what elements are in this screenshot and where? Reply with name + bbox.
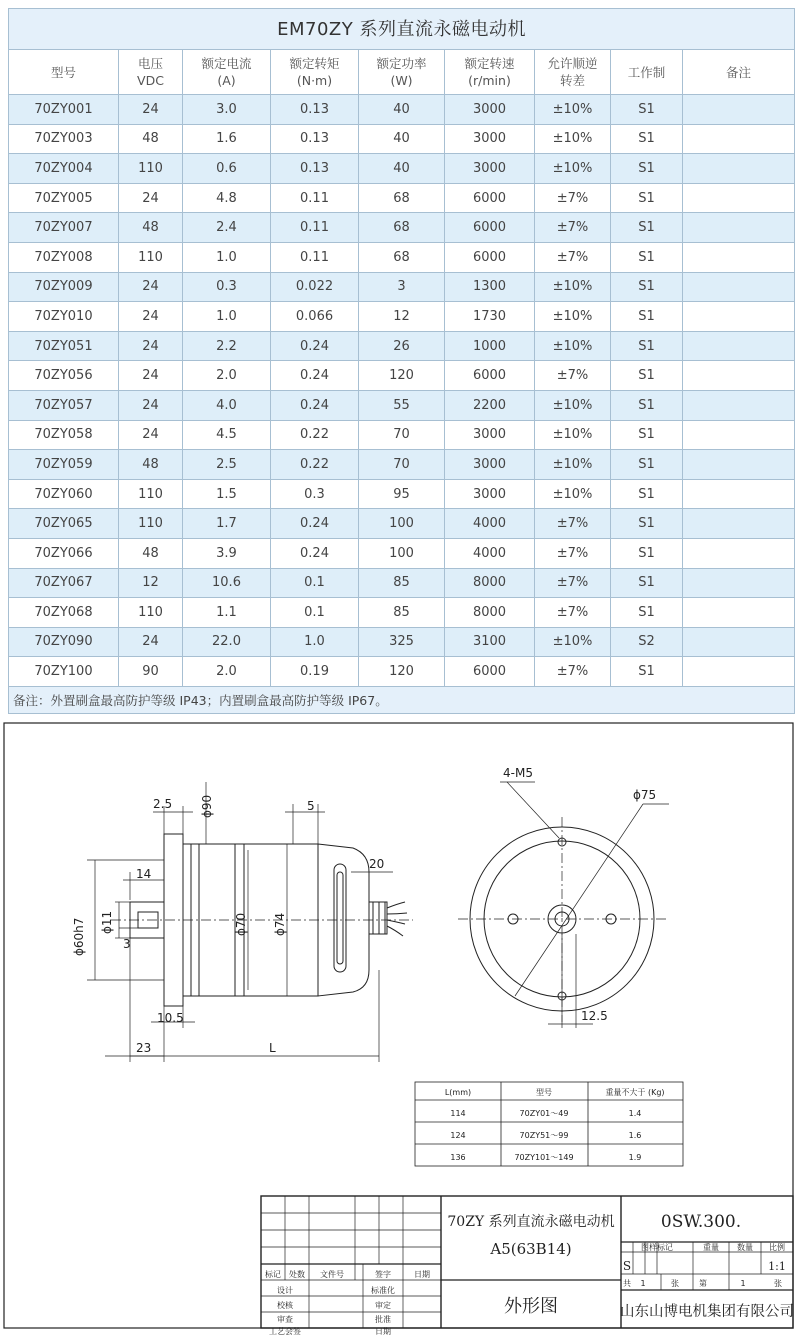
table-cell: 24 [119,420,183,450]
tb-view: 外形图 [504,1296,558,1317]
weight-cell: 70ZY51～99 [519,1131,569,1140]
table-cell: 2200 [445,390,535,420]
table-cell [683,242,795,272]
table-cell: 8000 [445,598,535,628]
table-body [9,95,795,687]
column-header [445,50,535,95]
table-cell: 3 [359,272,445,302]
table-row [9,302,795,332]
dim-5: 5 [307,799,315,813]
tb-product: 70ZY 系列直流永磁电动机 [447,1214,615,1230]
column-header-line: 额定转矩 [289,56,340,71]
drawing-frame [4,723,793,1328]
weight-cell: 124 [450,1131,466,1140]
tb-sheet: 共 [623,1279,631,1288]
dim-60h7: ϕ60h7 [72,917,86,956]
table-cell: 0.11 [271,213,359,243]
table-cell: S1 [611,509,683,539]
dim-90: ϕ90 [200,794,214,818]
table-cell: 70ZY090 [9,627,119,657]
table-cell: 70 [359,420,445,450]
table-row [9,361,795,391]
table-cell: 110 [119,479,183,509]
table-cell: 48 [119,450,183,480]
table-cell: 22.0 [183,627,271,657]
table-cell: 24 [119,361,183,391]
table-cell: ±10% [535,272,611,302]
weight-cell: 70ZY101～149 [514,1153,574,1162]
table-cell: 3000 [445,154,535,184]
dim-75: ϕ75 [633,788,657,802]
table-cell: 70ZY067 [9,568,119,598]
column-header-line: 允许顺逆 [547,56,598,71]
dim-L: L [269,1041,276,1055]
tb-stage: S [622,1259,632,1273]
dim-3: 3 [123,937,131,951]
column-header-line: 电压 [137,56,163,71]
table-cell: 2.5 [183,450,271,480]
table-cell [683,450,795,480]
table-cell: 40 [359,124,445,154]
table-cell: 70ZY065 [9,509,119,539]
table-cell: S1 [611,390,683,420]
table-cell [683,509,795,539]
table-cell [683,361,795,391]
column-header [183,50,271,95]
table-cell: 325 [359,627,445,657]
table-title: EM70ZY 系列直流永磁电动机 [9,9,795,50]
table-cell: 48 [119,538,183,568]
column-header-line: 转差 [559,73,585,88]
table-cell: 120 [359,657,445,687]
table-cell: 85 [359,568,445,598]
column-header-line: 备注 [726,64,752,80]
table-cell: 0.022 [271,272,359,302]
table-cell: 1.0 [183,242,271,272]
tb-label: 标记 [265,1270,281,1279]
table-cell: 3000 [445,95,535,125]
table-cell: 0.3 [271,479,359,509]
table-cell: 110 [119,242,183,272]
table-cell: 0.6 [183,154,271,184]
table-cell: 70ZY058 [9,420,119,450]
tb-label: 批准 [375,1315,391,1324]
table-cell: S1 [611,568,683,598]
tb-label: 标准化 [371,1286,395,1295]
column-header [683,50,795,95]
table-cell: 2.4 [183,213,271,243]
table-cell: 70ZY008 [9,242,119,272]
tb-stage-header: 图样标记 [641,1243,673,1252]
table-cell: 1000 [445,331,535,361]
table-cell: 10.6 [183,568,271,598]
table-cell: 0.11 [271,242,359,272]
table-cell [683,627,795,657]
table-cell: S1 [611,95,683,125]
column-header-line: (A) [217,73,236,88]
table-cell: 3000 [445,479,535,509]
table-row [9,568,795,598]
table-cell: 3.0 [183,95,271,125]
table-cell: 1.7 [183,509,271,539]
column-header-line: (W) [390,73,413,88]
table-header-row [9,50,795,95]
table-cell: ±7% [535,242,611,272]
table-cell: 70ZY003 [9,124,119,154]
table-cell [683,657,795,687]
dim-4-m5: 4-M5 [503,766,533,780]
column-header [535,50,611,95]
table-cell: 26 [359,331,445,361]
table-cell: 6000 [445,183,535,213]
tb-label: 日期 [414,1270,430,1279]
table-cell: 4.5 [183,420,271,450]
table-cell: 8000 [445,568,535,598]
tb-sheet: 第 [699,1279,707,1288]
table-cell: ±10% [535,390,611,420]
table-cell: S1 [611,213,683,243]
table-cell [683,598,795,628]
table-cell: 1730 [445,302,535,332]
weight-cell: 1.4 [628,1109,642,1118]
table-cell: 6000 [445,242,535,272]
table-cell: 6000 [445,213,535,243]
table-cell: ±10% [535,302,611,332]
table-cell: 110 [119,598,183,628]
end-view [458,782,669,1028]
column-header-line: 工作制 [627,64,666,80]
table-note: 备注：外置刷盒最高防护等级 IP43；内置刷盒最高防护等级 IP67。 [9,686,795,713]
table-cell: 0.1 [271,568,359,598]
dim-14: 14 [136,867,152,881]
table-cell: S1 [611,302,683,332]
table-cell: 48 [119,124,183,154]
table-cell: 4.0 [183,390,271,420]
table-cell: ±10% [535,95,611,125]
tb-label: 文件号 [320,1270,344,1279]
tb-sheet: 张 [671,1279,679,1288]
table-cell: 4.8 [183,183,271,213]
table-cell: S1 [611,154,683,184]
table-cell: 0.13 [271,95,359,125]
table-cell: 0.3 [183,272,271,302]
table-cell [683,538,795,568]
table-cell: 3000 [445,420,535,450]
column-header [119,50,183,95]
table-cell: S1 [611,183,683,213]
table-cell: S1 [611,538,683,568]
table-cell: 40 [359,95,445,125]
table-cell: S1 [611,242,683,272]
table-cell [683,124,795,154]
table-row [9,124,795,154]
table-cell: 68 [359,183,445,213]
tb-scale-header: 比例 [769,1243,785,1252]
table-cell: 70ZY059 [9,450,119,480]
table-cell [683,390,795,420]
outline-drawing [3,722,795,1335]
tb-weight-header: 重量 [703,1243,719,1252]
dim-11: ϕ11 [100,910,114,934]
weight-cell: 70ZY01～49 [519,1109,569,1118]
table-cell: 70ZY056 [9,361,119,391]
tb-scale: 1:1 [768,1260,786,1273]
table-cell: 110 [119,509,183,539]
table-cell: 1.0 [271,627,359,657]
table-cell: 70ZY051 [9,331,119,361]
table-cell: ±7% [535,213,611,243]
tb-sheet: 1 [740,1279,746,1288]
dim-10-5: 10.5 [157,1011,184,1025]
dim-70: ϕ70 [234,912,248,936]
table-row [9,479,795,509]
table-cell: 24 [119,302,183,332]
table-cell [683,479,795,509]
table-cell: 70ZY001 [9,95,119,125]
table-cell: 70ZY005 [9,183,119,213]
table-cell: 70ZY068 [9,598,119,628]
table-cell: 3100 [445,627,535,657]
table-cell: ±7% [535,538,611,568]
tb-label: 日期 [375,1327,391,1335]
table-cell: 68 [359,242,445,272]
table-cell: 70 [359,450,445,480]
column-header [611,50,683,95]
tb-qty-header: 数量 [737,1243,753,1252]
table-cell [683,95,795,125]
weight-cell: 114 [450,1109,466,1118]
table-row [9,657,795,687]
spec-table [8,8,795,714]
table-cell: S1 [611,657,683,687]
table-cell: S1 [611,272,683,302]
table-cell: ±10% [535,420,611,450]
table-cell: 0.24 [271,390,359,420]
table-cell: 1300 [445,272,535,302]
table-cell: S1 [611,420,683,450]
table-cell: 3000 [445,124,535,154]
table-cell [683,331,795,361]
column-header-line: (N·m) [296,73,333,88]
table-cell: S1 [611,479,683,509]
table-cell: 24 [119,331,183,361]
table-row [9,154,795,184]
dim-2-5: 2.5 [153,797,173,811]
table-cell [683,272,795,302]
table-cell: ±7% [535,568,611,598]
table-cell: 70ZY057 [9,390,119,420]
table-cell: 3000 [445,450,535,480]
table-cell: 0.066 [271,302,359,332]
table-cell: ±7% [535,183,611,213]
column-header [271,50,359,95]
weight-cell: 1.6 [628,1131,642,1140]
column-header-line: 额定转速 [464,56,515,71]
table-cell: 40 [359,154,445,184]
tb-label: 签字 [375,1270,391,1279]
tb-sheet: 张 [774,1279,782,1288]
table-row [9,538,795,568]
table-row [9,331,795,361]
dim-20: 20 [369,857,385,871]
column-header-line: (r/min) [468,73,511,88]
tb-drawing-no: 0SW.300. [660,1212,742,1232]
tb-company: 山东山博电机集团有限公司 [620,1304,794,1320]
table-cell: 2.0 [183,361,271,391]
table-cell [683,213,795,243]
table-cell: 70ZY060 [9,479,119,509]
weight-header-model: 型号 [536,1088,552,1097]
table-cell: ±10% [535,479,611,509]
table-cell: 24 [119,183,183,213]
table-cell: S1 [611,331,683,361]
table-cell [683,302,795,332]
table-cell: 0.22 [271,420,359,450]
column-header-line: 额定功率 [376,56,427,71]
column-header [9,50,119,95]
table-cell: S2 [611,627,683,657]
table-row [9,242,795,272]
weight-header-weight: 重量不大于 (Kg) [605,1088,665,1097]
tb-label: 设计 [277,1286,293,1295]
table-cell: 70ZY100 [9,657,119,687]
table-cell: ±10% [535,124,611,154]
table-cell: ±7% [535,598,611,628]
table-cell: 90 [119,657,183,687]
table-cell: 48 [119,213,183,243]
table-cell: 24 [119,627,183,657]
table-cell: 70ZY010 [9,302,119,332]
table-row [9,509,795,539]
table-cell [683,183,795,213]
table-cell: ±7% [535,509,611,539]
table-cell: ±10% [535,627,611,657]
table-cell: 24 [119,95,183,125]
table-cell: 68 [359,213,445,243]
dim-74: ϕ74 [273,912,287,936]
table-cell: 0.11 [271,183,359,213]
table-cell: S1 [611,450,683,480]
table-cell: 120 [359,361,445,391]
weight-header-l: L(mm) [444,1088,472,1097]
column-header-line: 型号 [50,64,76,80]
tb-label: 工艺会签 [269,1327,301,1335]
tb-label: 审查 [277,1315,293,1324]
dim-12-5: 12.5 [581,1009,608,1023]
table-cell: ±7% [535,657,611,687]
table-cell: 0.22 [271,450,359,480]
table-cell: 70ZY004 [9,154,119,184]
table-cell: 24 [119,272,183,302]
tb-label: 处数 [289,1270,305,1279]
table-cell: 0.24 [271,361,359,391]
table-row [9,390,795,420]
table-cell: ±10% [535,450,611,480]
weight-cell: 136 [450,1153,466,1162]
table-cell: 95 [359,479,445,509]
table-row [9,450,795,480]
table-cell: ±10% [535,154,611,184]
table-cell: 0.13 [271,154,359,184]
table-cell: 1.0 [183,302,271,332]
table-cell: 12 [119,568,183,598]
table-cell: 3.9 [183,538,271,568]
dim-23: 23 [136,1041,152,1055]
table-cell: 70ZY007 [9,213,119,243]
table-cell: 1.6 [183,124,271,154]
table-cell [683,420,795,450]
table-cell: 110 [119,154,183,184]
table-cell: 85 [359,598,445,628]
table-cell: 100 [359,538,445,568]
table-cell: 6000 [445,657,535,687]
table-cell: 4000 [445,509,535,539]
table-cell: 2.2 [183,331,271,361]
table-row [9,598,795,628]
table-row [9,213,795,243]
table-cell: 24 [119,390,183,420]
table-cell [683,568,795,598]
table-row [9,183,795,213]
table-cell: S1 [611,598,683,628]
table-row [9,95,795,125]
table-cell: 70ZY009 [9,272,119,302]
table-cell: 0.13 [271,124,359,154]
table-cell: 100 [359,509,445,539]
tb-model: A5(63B14) [490,1240,572,1258]
table-cell: 55 [359,390,445,420]
weight-cell: 1.9 [628,1153,642,1162]
table-cell: 1.5 [183,479,271,509]
table-cell: 0.1 [271,598,359,628]
column-header [359,50,445,95]
table-cell: 2.0 [183,657,271,687]
column-header-line: 额定电流 [201,56,252,71]
table-cell: 0.19 [271,657,359,687]
table-cell: 70ZY066 [9,538,119,568]
table-cell: 1.1 [183,598,271,628]
table-cell: 6000 [445,361,535,391]
table-cell: S1 [611,124,683,154]
table-row [9,627,795,657]
table-cell: 0.24 [271,538,359,568]
table-row [9,420,795,450]
table-cell: 12 [359,302,445,332]
table-cell: 0.24 [271,331,359,361]
tb-label: 审定 [375,1301,391,1310]
table-cell: ±10% [535,331,611,361]
tb-sheet: 1 [640,1279,646,1288]
table-cell: 0.24 [271,509,359,539]
tb-label: 校核 [277,1301,293,1310]
column-header-line: VDC [137,73,164,88]
table-cell: ±7% [535,361,611,391]
table-cell [683,154,795,184]
table-cell: S1 [611,361,683,391]
table-row [9,272,795,302]
table-cell: 4000 [445,538,535,568]
